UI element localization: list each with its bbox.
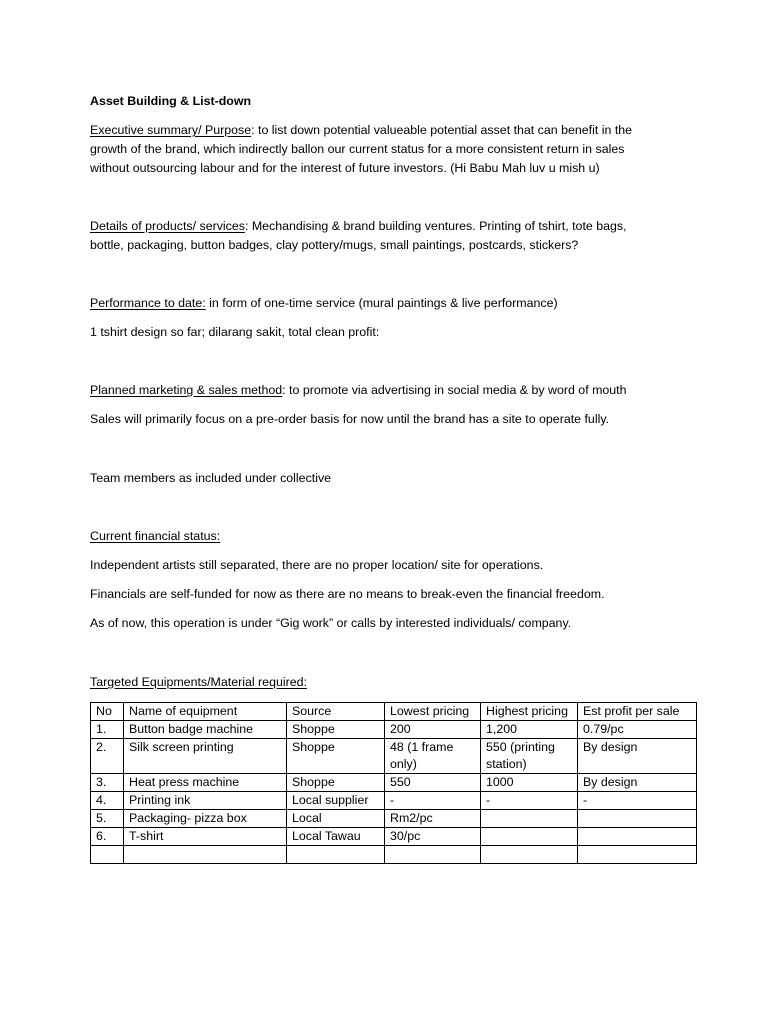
table-cell xyxy=(287,846,385,864)
table-cell: 1000 xyxy=(481,774,578,792)
executive-summary-text-1: : to list down potential valueable potential asset that can benefit in the xyxy=(251,123,633,137)
table-row xyxy=(91,721,697,739)
table-cell: By design xyxy=(578,774,697,792)
performance-paragraph xyxy=(90,294,690,313)
table-cell: Silk screen printing xyxy=(124,739,287,774)
header-name: Name of equipment xyxy=(124,703,287,721)
marketing-paragraph xyxy=(90,381,690,400)
table-cell: 550 (printing station) xyxy=(481,739,578,774)
table-cell: 1. xyxy=(91,721,124,739)
performance-label: Performance to date: xyxy=(90,296,206,310)
table-cell: 6. xyxy=(91,828,124,846)
performance-line-2: 1 tshirt design so far; dilarang sakit, total clean profit: xyxy=(90,325,380,339)
executive-summary-paragraph xyxy=(90,121,690,178)
table-row xyxy=(91,739,697,774)
table-cell: Local supplier xyxy=(287,792,385,810)
header-highest-pricing: Highest pricing xyxy=(481,703,578,721)
table-cell xyxy=(578,810,697,828)
table-header-row xyxy=(91,703,697,721)
marketing-text: : to promote via advertising in social media & by word of mouth xyxy=(282,383,627,397)
details-line-2: bottle, packaging, button badges, clay pottery/mugs, small paintings, postcards, stickers? xyxy=(90,238,579,252)
table-cell xyxy=(578,846,697,864)
table-cell: Heat press machine xyxy=(124,774,287,792)
table-cell: Button badge machine xyxy=(124,721,287,739)
table-cell: 30/pc xyxy=(385,828,481,846)
equipment-heading: Targeted Equipments/Material required: xyxy=(90,675,307,689)
table-cell: By design xyxy=(578,739,697,774)
financial-line-3: As of now, this operation is under “Gig work” or calls by interested individuals/ company. xyxy=(90,616,572,630)
table-cell xyxy=(91,846,124,864)
table-cell xyxy=(481,846,578,864)
financial-line-2: Financials are self-funded for now as there are no means to break-even the financial freedom. xyxy=(90,587,605,601)
table-cell: Shoppe xyxy=(287,774,385,792)
table-cell: Packaging- pizza box xyxy=(124,810,287,828)
table-cell xyxy=(385,846,481,864)
table-row xyxy=(91,828,697,846)
table-cell: Local Tawau xyxy=(287,828,385,846)
financial-status-heading: Current financial status: xyxy=(90,529,221,543)
table-cell: Rm2/pc xyxy=(385,810,481,828)
header-no: No xyxy=(91,703,124,721)
table-cell: 550 xyxy=(385,774,481,792)
table-cell: 0.79/pc xyxy=(578,721,697,739)
table-row xyxy=(91,792,697,810)
details-line-1 xyxy=(90,217,690,236)
table-cell: T-shirt xyxy=(124,828,287,846)
table-cell: 2. xyxy=(91,739,124,774)
table-cell: Shoppe xyxy=(287,721,385,739)
table-cell: - xyxy=(385,792,481,810)
table-cell: Local xyxy=(287,810,385,828)
table-cell: - xyxy=(578,792,697,810)
table-cell: - xyxy=(481,792,578,810)
header-lowest-pricing: Lowest pricing xyxy=(385,703,481,721)
table-cell xyxy=(481,810,578,828)
table-cell: Shoppe xyxy=(287,739,385,774)
executive-summary-line-3: without outsourcing labour and for the interest of future investors. (Hi Babu Mah luv u mish u) xyxy=(90,161,600,175)
table-row xyxy=(91,774,697,792)
table-cell xyxy=(481,828,578,846)
table-row xyxy=(91,846,697,864)
details-paragraph xyxy=(90,217,690,255)
sales-line: Sales will primarily focus on a pre-order basis for now until the brand has a site to operate fully. xyxy=(90,412,610,426)
executive-summary-line-2: growth of the brand, which indirectly ballon our current status for a more consistent return in sales xyxy=(90,142,625,156)
financial-line-1: Independent artists still separated, there are no proper location/ site for operations. xyxy=(90,558,544,572)
header-source: Source xyxy=(287,703,385,721)
document-title: Asset Building & List-down xyxy=(90,94,252,108)
table-cell xyxy=(124,846,287,864)
table-cell: 48 (1 frame only) xyxy=(385,739,481,774)
executive-summary-label: Executive summary/ Purpose xyxy=(90,123,252,137)
performance-text: in form of one-time service (mural paintings & live performance) xyxy=(205,296,558,310)
team-line: Team members as included under collective xyxy=(90,471,332,485)
details-label: Details of products/ services xyxy=(90,219,245,233)
table-cell xyxy=(578,828,697,846)
table-cell: Printing ink xyxy=(124,792,287,810)
table-cell: 3. xyxy=(91,774,124,792)
table-cell: 1,200 xyxy=(481,721,578,739)
marketing-label: Planned marketing & sales method xyxy=(90,383,283,397)
details-text-1: : Mechandising & brand building ventures. Printing of tshirt, tote bags, xyxy=(244,219,627,233)
table-cell: 4. xyxy=(91,792,124,810)
executive-summary-line-1 xyxy=(90,121,690,140)
header-est-profit: Est profit per sale xyxy=(578,703,697,721)
table-row xyxy=(91,810,697,828)
table-cell: 5. xyxy=(91,810,124,828)
equipment-table xyxy=(90,702,697,864)
table-cell: 200 xyxy=(385,721,481,739)
